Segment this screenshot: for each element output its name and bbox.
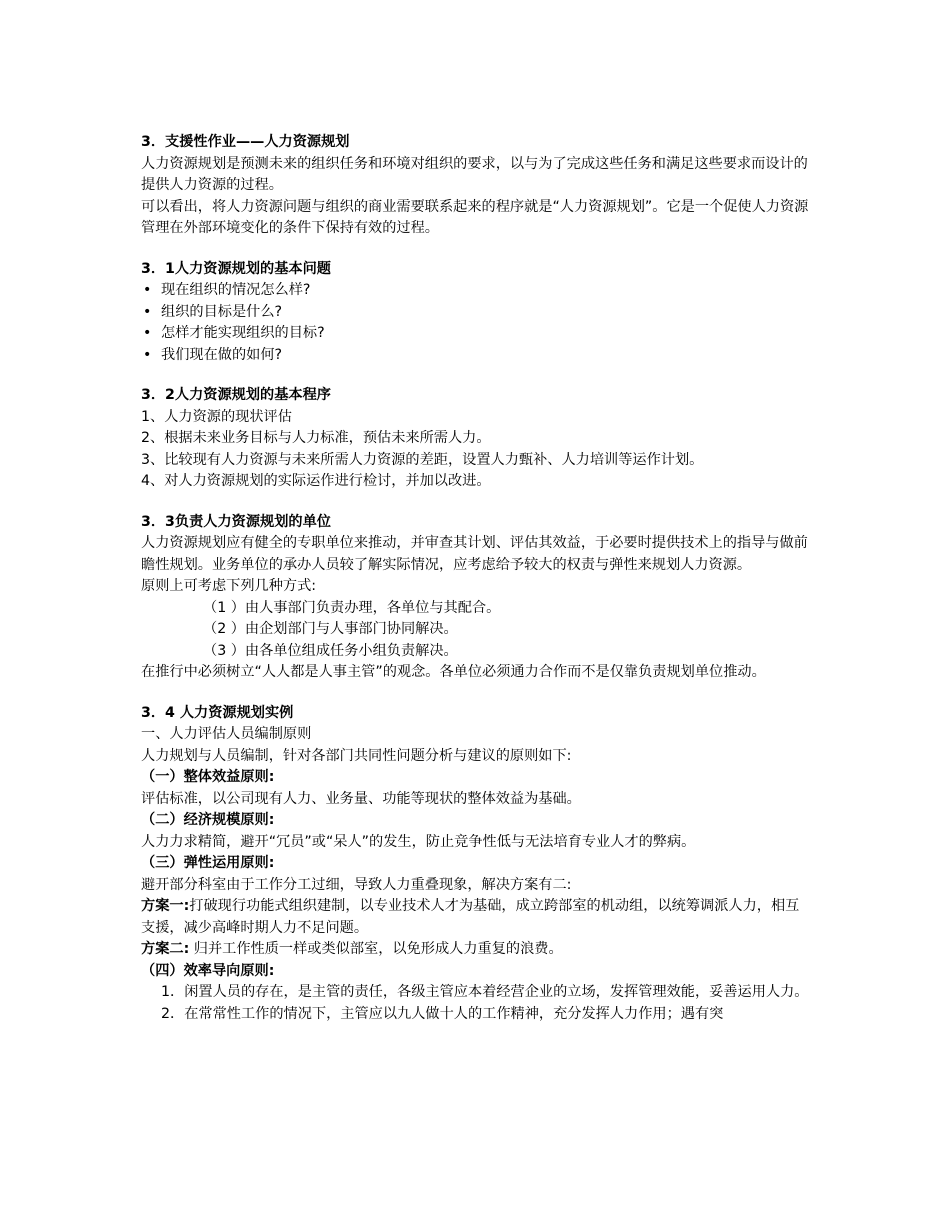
list-item: 2、根据未来业务目标与人力标准，预估未来所需人力。	[141, 430, 491, 446]
list-item: 3、比较现有人力资源与未来所需人力资源的差距，设置人力甄补、人力培训等运作计划。	[141, 451, 704, 468]
principle-4-title: （四）效率导向原则:	[141, 962, 275, 979]
section-3-2-title: 3．2人力资源规划的基本程序	[141, 387, 331, 403]
bullet-icon: •	[143, 325, 152, 341]
principle-3-title: （三）弹性运用原则:	[141, 855, 275, 871]
principle-1-text: 评估标准，以公司现有人力、业务量、功能等现状的整体效益为基础。	[141, 790, 581, 807]
principle-3-text: 避开部分科室由于工作分工过细，导致人力重叠现象，解决方案有二:	[141, 876, 572, 893]
list-item: • 组织的目标是什么?	[141, 302, 813, 324]
section-3-paragraph-1: 人力资源规划是预测未来的组织任务和环境对组织的要求，以与为了完成这些任务和满足这些要求而设计的提供人力资源的过程。	[141, 155, 808, 193]
plan-2	[141, 939, 813, 961]
plan-1	[141, 896, 813, 939]
list-item: （1 ）由人事部门负责办理，各单位与其配合。	[203, 599, 501, 616]
principle-2-text: 人力力求精简，避开“冗员”或“呆人”的发生，防止竞争性低与无法培育专业人才的弊病。	[141, 833, 696, 850]
principle-4-item-2: 2．在常常性工作的情况下，主管应以九人做十人的工作精神，充分发挥人力作用；遇有突	[161, 1005, 724, 1022]
list-item: • 怎样才能实现组织的目标?	[141, 323, 813, 345]
list-item: • 现在组织的情况怎么样?	[141, 280, 813, 302]
list-item: • 我们现在做的如何?	[141, 345, 813, 367]
list-item: （2 ）由企划部门与人事部门协同解决。	[203, 621, 458, 637]
section-3-3-paragraph-3: 在推行中必须树立“人人都是人事主管”的观念。各单位必须通力合作而不是仅靠负责规划单位推动。	[141, 664, 766, 680]
list-item: 4、对人力资源规划的实际运作进行检讨，并加以改进。	[141, 473, 491, 489]
section-3-title: 3．支援性作业——人力资源规划	[141, 134, 350, 150]
bullet-icon: •	[143, 282, 152, 298]
document-page	[141, 132, 813, 1025]
section-3-4-title: 3．4 人力资源规划实例	[141, 704, 294, 721]
plan-2-text: 归并工作性质一样或类似部室，以免形成人力重复的浪费。	[189, 941, 563, 957]
section-3-4-subtitle: 一、人力评估人员编制原则	[141, 726, 312, 742]
list-item: （3 ）由各单位组成任务小组负责解决。	[203, 642, 458, 659]
list-item: 1、人力资源的现状评估	[141, 408, 292, 425]
principle-1-title: （一）整体效益原则:	[141, 769, 275, 785]
plan-1-text: 打破现行功能式组织建制，以专业技术人才为基础，成立跨部室的机动组，以统筹调派人力，相互支援，减少高峰时期人力不足问题。	[141, 898, 800, 936]
section-3-3-paragraph-1: 人力资源规划应有健全的专职单位来推动，并审查其计划、评估其效益，于必要时提供技术上的指导与做前瞻性规划。业务单位的承办人员较了解实际情况，应考虑给予较大的权责与弹性来规划人力资源。	[141, 535, 808, 573]
principle-2-title: （二）经济规模原则:	[141, 812, 275, 828]
section-3-1-title: 3．1人力资源规划的基本问题	[141, 260, 331, 277]
principle-4-item-1: 1．闲置人员的存在，是主管的责任，各级主管应本着经营企业的立场，发挥管理效能，妥善运用人力。	[161, 984, 809, 1000]
plan-1-label: 方案一:	[141, 898, 190, 914]
section-3-3-paragraph-2: 原则上可考虑下列几种方式:	[141, 578, 317, 594]
bullet-icon: •	[143, 346, 152, 363]
section-3-paragraph-2: 可以看出，将人力资源问题与组织的商业需要联系起来的程序就是“人力资源规划”。它是一个促使人力资源管理在外部环境变化的条件下保持有效的过程。	[141, 198, 809, 236]
plan-2-label: 方案二:	[141, 941, 190, 957]
section-3-3-title: 3．3负责人力资源规划的单位	[141, 513, 331, 530]
section-3-4-intro: 人力规划与人员编制，针对各部门共同性问题分析与建议的原则如下:	[141, 747, 572, 764]
bullet-icon: •	[143, 303, 152, 320]
